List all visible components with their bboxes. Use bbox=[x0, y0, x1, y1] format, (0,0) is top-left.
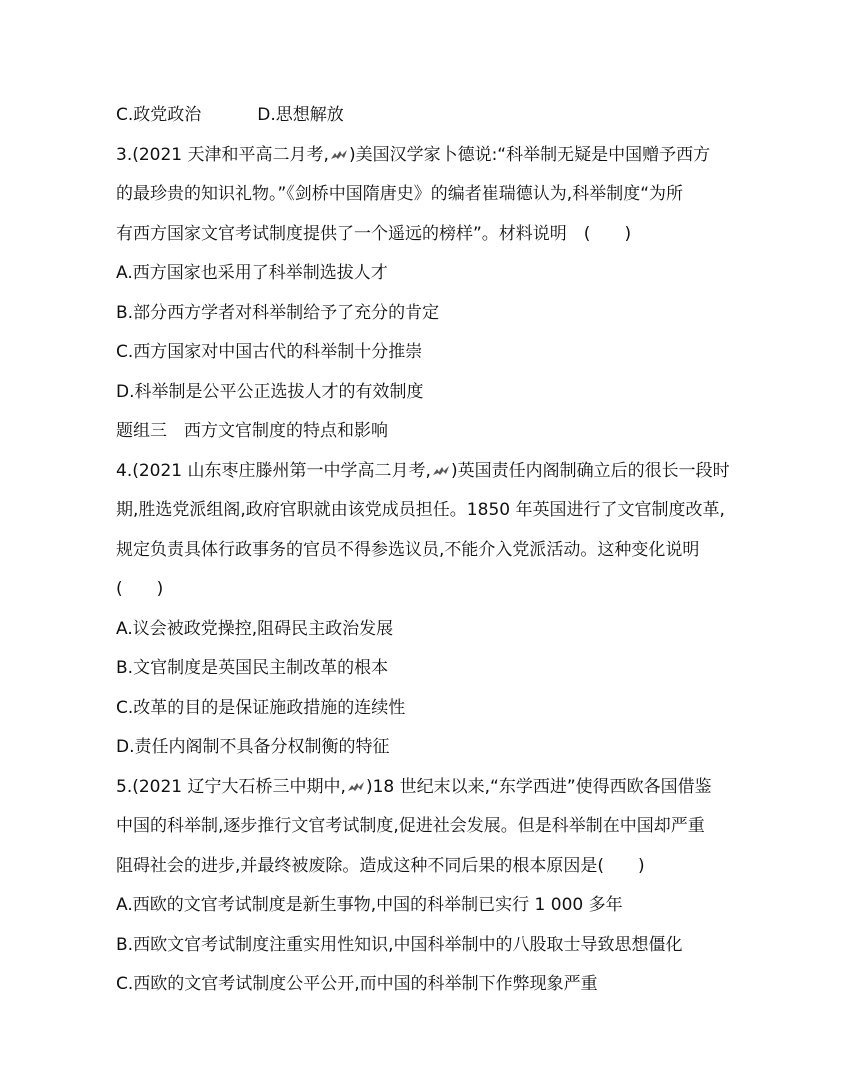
difficulty-star-icon bbox=[330, 149, 348, 161]
q4-option-b: B.文官制度是英国民主制改革的根本 bbox=[116, 658, 389, 678]
q4-stem-line3: 规定负责具体行政事务的官员不得参选议员,不能介入党派活动。这种变化说明 bbox=[116, 539, 700, 560]
q4-option-a: A.议会被政党操控,阻碍民主政治发展 bbox=[116, 618, 394, 639]
q2-options-row bbox=[116, 96, 756, 136]
q2-option-c: C.政党政治 bbox=[116, 105, 202, 125]
q3-stem-line2: 的最珍贵的知识礼物。”《剑桥中国隋唐史》的编者崔瑞德认为,科举制度“为所 bbox=[116, 184, 684, 204]
q4-option-c: C.改革的目的是保证施政措施的连续性 bbox=[116, 697, 406, 718]
q3-stem-line1 bbox=[116, 136, 756, 176]
difficulty-star-icon bbox=[432, 465, 450, 477]
q3-option-b: B.部分西方学者对科举制给予了充分的肯定 bbox=[116, 302, 440, 323]
q4-option-d: D.责任内阁制不具备分权制衡的特征 bbox=[116, 737, 390, 757]
q3-source: 3.(2021 天津和平高二月考, bbox=[116, 144, 329, 165]
q4-source: 4.(2021 山东枣庄滕州第一中学高二月考, bbox=[116, 460, 431, 481]
q4-stem-line2: 期,胜选党派组阁,政府官职就由该党成员担任。1850 年英国进行了文官制度改革, bbox=[116, 500, 725, 520]
q5-option-b: B.西欧文官考试制度注重实用性知识,中国科举制中的八股取士导致思想僵化 bbox=[116, 934, 683, 955]
q3-option-c: C.西方国家对中国古代的科举制十分推崇 bbox=[116, 342, 423, 362]
section-title: 题组三 西方文官制度的特点和影响 bbox=[116, 421, 388, 441]
exercise-page bbox=[116, 96, 756, 1005]
q3-stem-line3: 有西方国家文官考试制度提供了一个遥远的榜样”。材料说明 ( ) bbox=[116, 223, 632, 244]
q3-stem-text: )美国汉学家卜德说:“科举制无疑是中国赠予西方 bbox=[348, 144, 711, 165]
q5-source: 5.(2021 辽宁大石桥三中期中, bbox=[116, 776, 346, 797]
q4-stem-text: )英国责任内阁制确立后的很长一段时 bbox=[450, 460, 730, 481]
q5-stem-line2: 中国的科举制,逐步推行文官考试制度,促进社会发展。但是科举制在中国却严重 bbox=[116, 816, 705, 836]
q3-option-d: D.科举制是公平公正选拔人才的有效制度 bbox=[116, 381, 424, 402]
q3-option-a: A.西方国家也采用了科举制选拔人才 bbox=[116, 263, 388, 283]
q5-stem-text: )18 世纪末以来,“东学西进”使得西欧各国借鉴 bbox=[365, 776, 712, 797]
q5-option-a: A.西欧的文官考试制度是新生事物,中国的科举制已实行 1 000 多年 bbox=[116, 895, 623, 915]
q2-option-d: D.思想解放 bbox=[257, 105, 344, 125]
q5-option-c: C.西欧的文官考试制度公平公开,而中国的科举制下作弊现象严重 bbox=[116, 974, 598, 994]
q4-stem-line4: ( ) bbox=[116, 579, 164, 599]
q5-stem-line1 bbox=[116, 768, 756, 808]
q5-stem-line3: 阻碍社会的进步,并最终被废除。造成这种不同后果的根本原因是( ) bbox=[116, 855, 645, 876]
q4-stem-line1 bbox=[116, 452, 756, 492]
difficulty-star-icon bbox=[347, 781, 365, 793]
